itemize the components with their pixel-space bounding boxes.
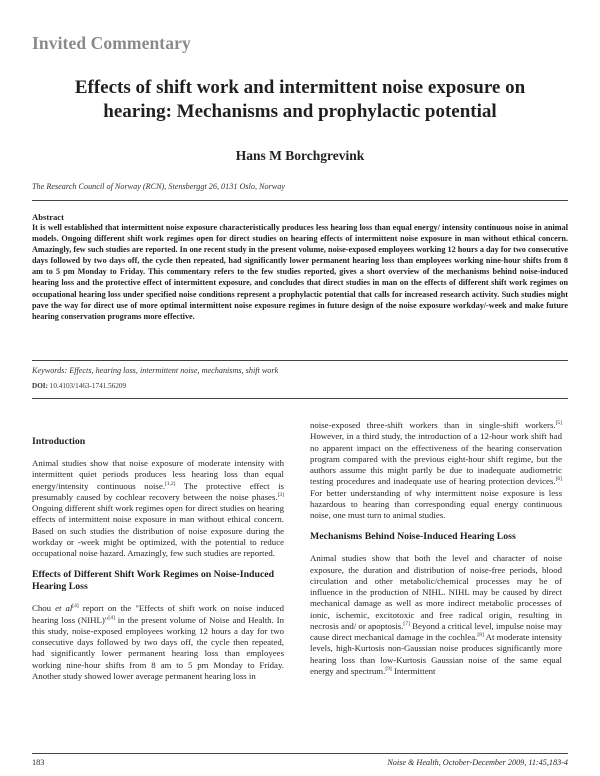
doi xyxy=(32,382,126,390)
abstract-heading: Abstract xyxy=(32,212,64,222)
mech-text-d: Intermittent xyxy=(391,665,436,676)
citation-6[interactable]: [6] xyxy=(555,476,562,483)
citation-4b[interactable]: [4] xyxy=(108,614,115,621)
citation-4a[interactable]: [4] xyxy=(72,603,79,610)
page-number: 183 xyxy=(32,758,45,767)
intro-text-b: The protective effect is presumably caused by cochlear recovery between the noise phases. xyxy=(32,480,284,502)
cont-text-c: For better understanding of why intermittent noise exposure is less hazardous to hearing than corresponding equal energy continuous noise, one must turn to animal studies. xyxy=(310,487,562,520)
mechanisms-paragraph xyxy=(310,553,562,677)
cont-text-b: However, in a third study, the introduction of a 12-hour work shift had no apparent impact on the effectiveness of the hearing conservation program compared with the previous eight-hour shift regime, but the authors assume this might partly be due to inadequate audiometric testing procedures and inadequate use of hearing protection devices. xyxy=(310,431,562,487)
doi-link[interactable]: 10.4103/1463-1741.56209 xyxy=(49,382,127,390)
citation-1-2[interactable]: [1,2] xyxy=(164,480,176,487)
shift-text-a: report on the "Effects of shift work on noise induced hearing loss (NIHL)" xyxy=(32,603,285,625)
citation-9[interactable]: [9] xyxy=(385,665,392,672)
cont-text-a: noise-exposed three-shift workers than in single-shift workers. xyxy=(310,420,556,430)
mech-text-a: Animal studies show that both the level and character of noise exposure, the duration and distribution of noise-free periods, blood circulation and other metabolic/chemical processes may be of influence in the production of NIHL. NIHL may be caused by direct mechanical damage as well as more indirect metabolic processes of ionic, ischemic, excitotoxic and free radical origin, resulting in necrosis and/ or apoptosis. xyxy=(310,553,562,631)
left-column xyxy=(32,436,284,692)
mech-text-c: At moderate intensity levels, high-Kurtosis non-Gaussian noise produces significantly more hearing loss than low-Kurtosis Gaussian noise of the same equal energy and spectrum. xyxy=(310,632,562,676)
citation-8[interactable]: [8] xyxy=(477,632,484,639)
shift-etal: et al xyxy=(55,603,73,614)
shift-work-heading: Effects of Different Shift Work Regimes on Noise-Induced Hearing Loss xyxy=(32,569,275,593)
keywords: Keywords: Effects, hearing loss, intermittent noise, mechanisms, shift work xyxy=(32,366,279,375)
citation-7[interactable]: [7] xyxy=(403,620,410,627)
journal-citation: Noise & Health, October-December 2009, 11:45,183-4 xyxy=(387,758,568,767)
continued-paragraph xyxy=(310,420,562,521)
shift-author: Chou xyxy=(32,603,56,614)
article-title: Effects of shift work and intermittent noise exposure on hearing: Mechanisms and prophylactic potential xyxy=(74,77,526,122)
shift-work-paragraph xyxy=(32,603,284,682)
abstract-divider xyxy=(32,360,568,361)
author-affiliation: The Research Council of Norway (RCN), Stensberggt 26, 0131 Oslo, Norway xyxy=(32,182,285,191)
intro-text-c: Ongoing different shift work regimes open for direct studies on hearing effects of intermittent noise exposure in man without ethical concern. Based on such studies the distribution of noise exposure during the workday or -week might be optimized, with the potential to reduce occupational noise hazard. Amazingly, few such studies are reported. xyxy=(32,503,284,558)
shift-text-b: in the present volume of Noise and Health. In this study, noise-exposed employees working 12 hours a day for two consecutive days followed by two days off, the cycle then repeated, had significantly lower permanent hearing loss than employees working nine-hour shifts from 8 am to 5 pm Monday to Friday. Another study showed lower average permanent hearing loss in xyxy=(32,614,284,681)
intro-text-a: Animal studies show that noise exposure of moderate intensity with intermittent quiet periods produces less hearing loss than equal energy/intensity continuous noise. xyxy=(32,458,284,491)
doi-label: DOI: xyxy=(32,382,48,390)
citation-3[interactable]: [3] xyxy=(277,491,284,498)
citation-5[interactable]: [5] xyxy=(555,420,562,427)
introduction-paragraph xyxy=(32,458,284,559)
mechanisms-heading: Mechanisms Behind Noise-Induced Hearing Loss xyxy=(310,531,516,543)
author-name: Hans M Borchgrevink xyxy=(235,148,365,163)
header-divider xyxy=(32,200,568,201)
introduction-heading: Introduction xyxy=(32,436,86,447)
mech-text-b: Beyond a critical level, impulse noise may cause direct mechanical damage in the cochlea. xyxy=(310,620,562,642)
right-column xyxy=(310,420,562,687)
abstract-text: It is well established that intermittent noise exposure characteristically produces less hearing loss than equal energy/ intensity continuous noise in animal models. Ongoing different shift work regimes open for direct studies on hearing effects of intermittent noise exposure in man without ethical concern. Amazingly, few such studies are reported. In one recent study in the present volume, noise-exposed employees working 12 hours a day for two consecutive days followed by two days off, the cycle then repeated, had significantly lower permanent hearing loss than employees working nine-hour shifts from 8 am to 5 pm Monday to Friday. This commentary refers to the few studies reported, gives a short overview of the mechanisms behind noise-induced hearing loss and the protective effect of intermittent exposure, and concludes that direct studies in man on the effects of different shift work regimes on occupational hearing loss under specified noise conditions represent a prophylactic potential that calls for increased research activity. Such studies might pave the way for direct use of more optimal intermittent noise exposure regimes in future design of the noise exposure workday/-week and make future hearing conservation programs more effective. xyxy=(32,223,568,321)
section-label: Invited Commentary xyxy=(32,33,191,53)
footer-divider xyxy=(32,753,568,754)
body-divider xyxy=(32,398,568,399)
